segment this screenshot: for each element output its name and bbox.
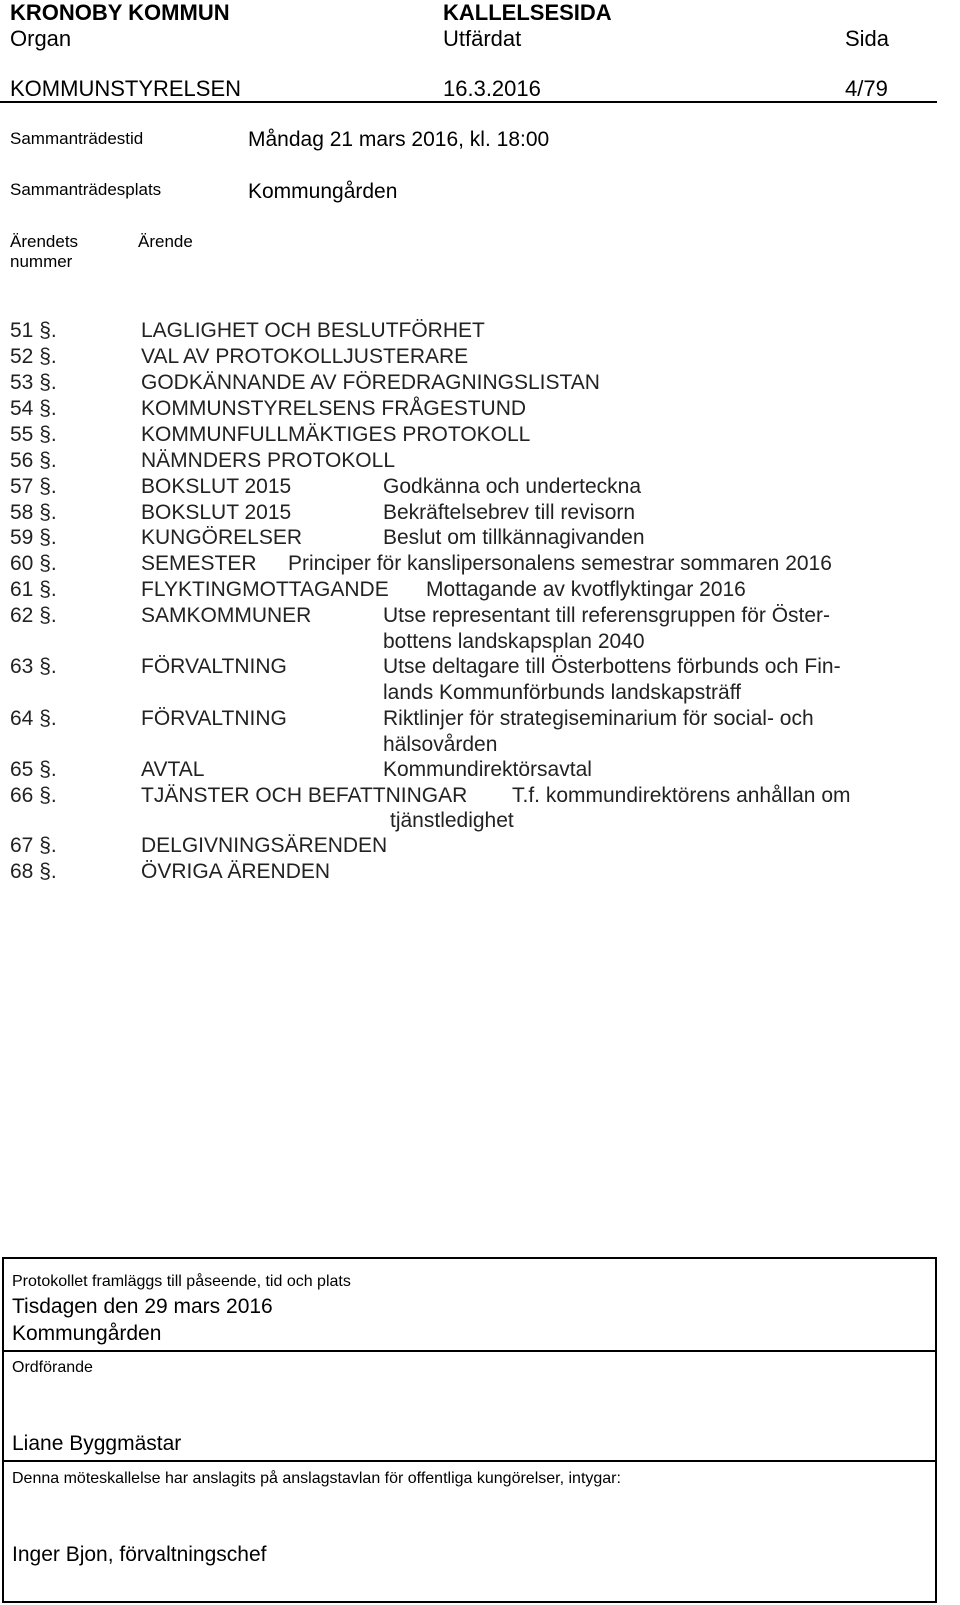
display-date: Tisdagen den 29 mars 2016 — [12, 1295, 273, 1318]
box-divider — [4, 1350, 935, 1352]
item-title: VAL AV PROTOKOLLJUSTERARE — [141, 345, 469, 368]
item-number: 63 §. — [10, 655, 57, 678]
item-number: 68 §. — [10, 860, 57, 883]
item-description-continued: lands Kommunförbunds landskapsträff — [383, 681, 741, 704]
number-column-label: Ärendets — [10, 232, 79, 251]
issued-label: Utfärdat — [443, 26, 522, 51]
item-description: Beslut om tillkännagivanden — [383, 526, 645, 549]
item-number: 60 §. — [10, 552, 57, 575]
item-title: FLYKTINGMOTTAGANDE — [141, 578, 389, 601]
item-title: KOMMUNSTYRELSENS FRÅGESTUND — [141, 397, 527, 420]
item-title: DELGIVNINGSÄRENDEN — [141, 834, 388, 857]
item-description: T.f. kommundirektörens anhållan om — [512, 784, 851, 807]
item-description: Utse deltagare till Österbottens förbunds och Fin- — [383, 655, 841, 678]
certifier-name: Inger Bjon, förvaltningschef — [12, 1543, 267, 1566]
organ-label: Organ — [10, 26, 72, 51]
meeting-place-value: Kommungården — [248, 180, 398, 203]
item-description: Principer för kanslipersonalens semestrar sommaren 2016 — [288, 552, 832, 575]
municipality-name: KRONOBY KOMMUN — [10, 0, 230, 25]
item-title: TJÄNSTER OCH BEFATTNINGAR — [141, 784, 468, 807]
item-number: 67 §. — [10, 834, 57, 857]
item-number: 61 §. — [10, 578, 57, 601]
item-number: 57 §. — [10, 475, 57, 498]
notice-text: Denna möteskallelse har anslagits på anslagstavlan för offentliga kungörelser, intygar: — [12, 1470, 621, 1487]
item-number: 58 §. — [10, 501, 57, 524]
item-title: BOKSLUT 2015 — [141, 501, 292, 524]
notice-box — [2, 1257, 937, 1603]
item-title: KUNGÖRELSER — [141, 526, 303, 549]
page-type-title: KALLELSESIDA — [443, 0, 612, 25]
item-description-continued: hälsovården — [383, 733, 498, 756]
item-number: 66 §. — [10, 784, 57, 807]
meeting-time-label: Sammanträdestid — [10, 129, 144, 148]
display-place: Kommungården — [12, 1322, 162, 1345]
item-number: 52 §. — [10, 345, 57, 368]
item-title: BOKSLUT 2015 — [141, 475, 292, 498]
meeting-place-label: Sammanträdesplats — [10, 180, 162, 199]
item-number: 59 §. — [10, 526, 57, 549]
issued-value: 16.3.2016 — [443, 76, 541, 101]
item-title: FÖRVALTNING — [141, 655, 287, 678]
item-title: SAMKOMMUNER — [141, 604, 312, 627]
item-description: Riktlinjer för strategiseminarium för social- och — [383, 707, 814, 730]
display-label: Protokollet framläggs till påseende, tid och plats — [12, 1273, 351, 1290]
item-number: 51 §. — [10, 319, 57, 342]
chair-name: Liane Byggmästar — [12, 1432, 182, 1455]
item-description-continued: bottens landskapsplan 2040 — [383, 630, 645, 653]
item-description: Godkänna och underteckna — [383, 475, 642, 498]
item-description: Kommundirektörsavtal — [383, 758, 592, 781]
item-number: 62 §. — [10, 604, 57, 627]
item-title: GODKÄNNANDE AV FÖREDRAGNINGSLISTAN — [141, 371, 600, 394]
item-number: 54 §. — [10, 397, 57, 420]
item-number: 64 §. — [10, 707, 57, 730]
item-title: FÖRVALTNING — [141, 707, 287, 730]
chair-label: Ordförande — [12, 1359, 93, 1376]
item-number: 56 §. — [10, 449, 57, 472]
page-label: Sida — [845, 26, 890, 51]
item-title: NÄMNDERS PROTOKOLL — [141, 449, 395, 472]
item-title: SEMESTER — [141, 552, 257, 575]
item-number: 65 §. — [10, 758, 57, 781]
organ-value: KOMMUNSTYRELSEN — [10, 76, 242, 101]
page-value: 4/79 — [845, 76, 888, 101]
item-title: AVTAL — [141, 758, 205, 781]
item-description: Utse representant till referensgruppen för Öster- — [383, 604, 831, 627]
matter-column-label: Ärende — [138, 232, 193, 251]
number-column-label-line2: nummer — [10, 252, 73, 271]
box-divider — [4, 1460, 935, 1462]
item-title: KOMMUNFULLMÄKTIGES PROTOKOLL — [141, 423, 531, 446]
item-number: 55 §. — [10, 423, 57, 446]
header-divider — [0, 101, 937, 103]
item-description: Bekräftelsebrev till revisorn — [383, 501, 636, 524]
meeting-time-value: Måndag 21 mars 2016, kl. 18:00 — [248, 128, 550, 151]
item-description-continued: tjänstledighet — [390, 809, 514, 832]
item-number: 53 §. — [10, 371, 57, 394]
item-title: LAGLIGHET OCH BESLUTFÖRHET — [141, 319, 485, 342]
item-description: Mottagande av kvotflyktingar 2016 — [426, 578, 746, 601]
item-title: ÖVRIGA ÄRENDEN — [141, 860, 331, 883]
